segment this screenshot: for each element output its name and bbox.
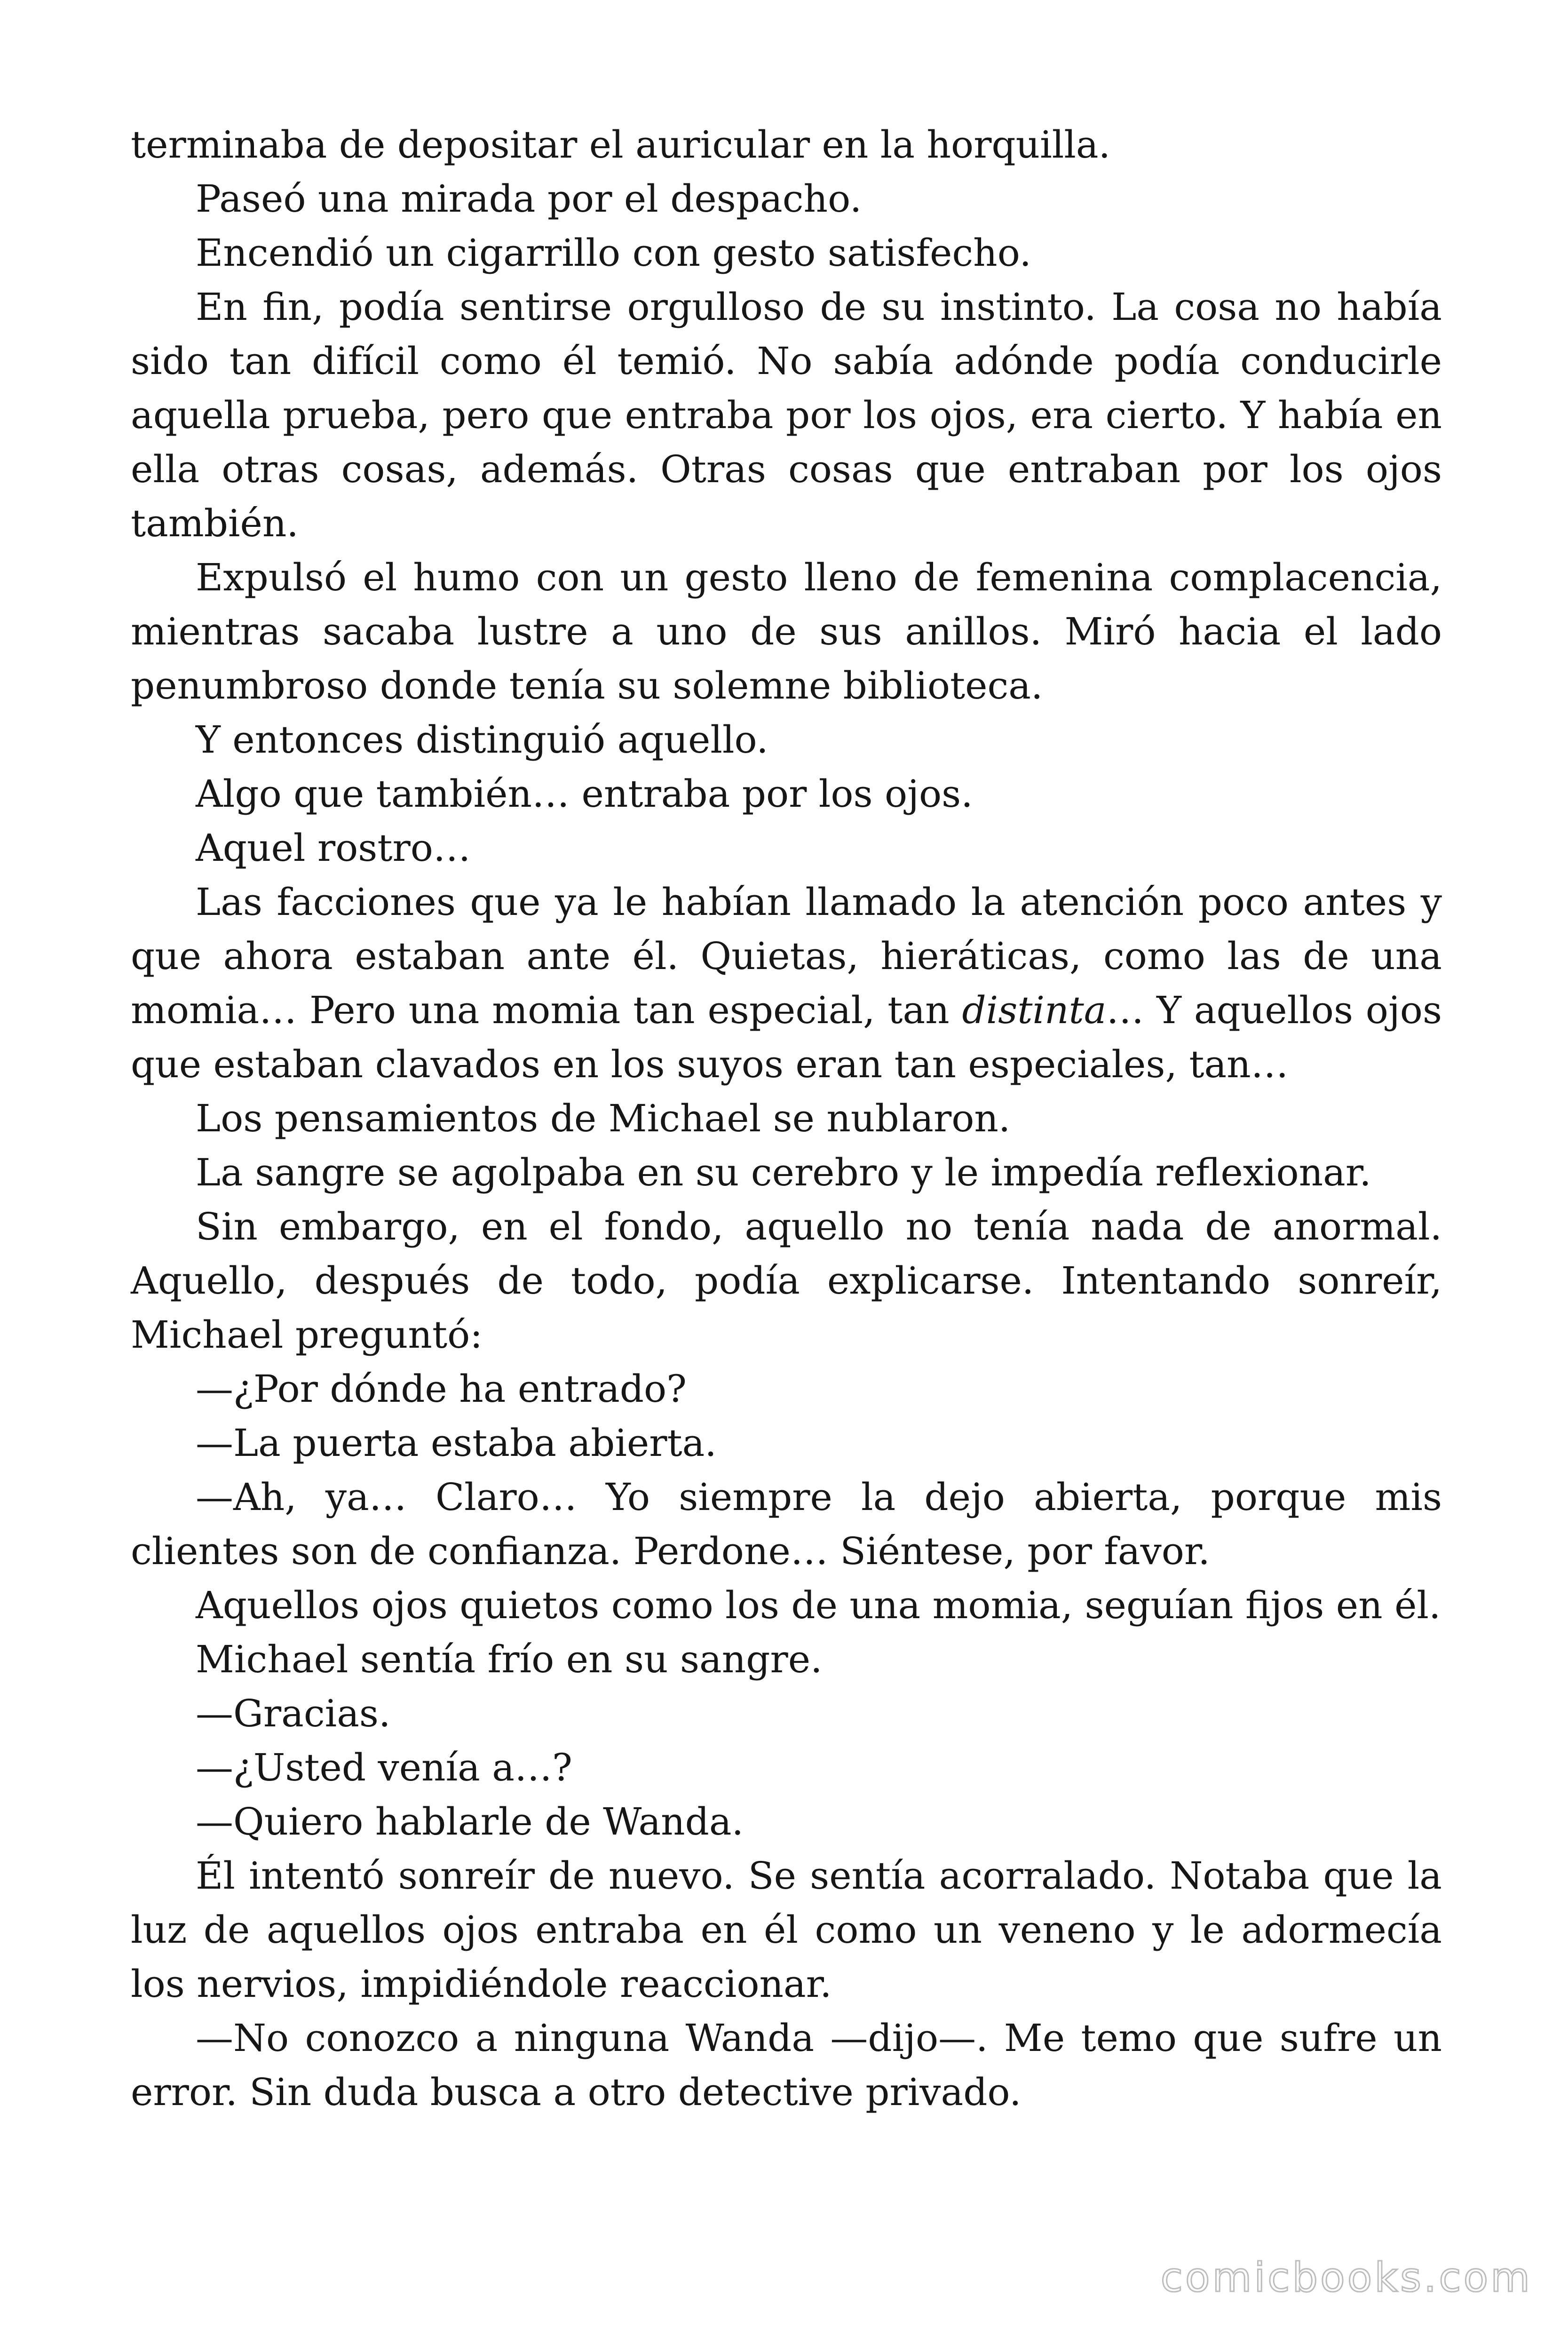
paragraph: Michael sentía frío en su sangre. xyxy=(196,1637,823,1681)
paragraph: Sin embargo, en el fondo, aquello no tenía nada de anormal. Aquello, después de todo, podía explicarse. Intentando sonreír, Michael preguntó: xyxy=(131,1205,1442,1357)
paragraph: —¿Usted venía a…? xyxy=(196,1746,572,1789)
paragraph: —Gracias. xyxy=(196,1692,391,1735)
paragraph: La sangre se agolpaba en su cerebro y le impedía reflexionar. xyxy=(196,1151,1371,1194)
paragraph: Algo que también… entraba por los ojos. xyxy=(196,772,973,816)
paragraph: Paseó una mirada por el despacho. xyxy=(196,177,862,221)
paragraph: —No conozco a ninguna Wanda —dijo—. Me temo que sufre un error. Sin duda busca a otro detective privado. xyxy=(131,2016,1442,2114)
paragraph: Aquel rostro… xyxy=(196,826,471,870)
paragraph: —Ah, ya… Claro… Yo siempre la dejo abierta, porque mis clientes son de confianza. Perdone… Siéntese, por favor. xyxy=(131,1475,1442,1573)
paragraph: Expulsó el humo con un gesto lleno de femenina complacencia, mientras sacaba lustre a uno de sus anillos. Miró hacia el lado penumbroso donde tenía su solemne biblioteca. xyxy=(131,556,1442,707)
emphasized-word: distinta xyxy=(962,988,1107,1032)
paragraph: Él intentó sonreír de nuevo. Se sentía acorralado. Notaba que la luz de aquellos ojos entraba en él como un veneno y le adormecía los nervios, impidiéndole reaccionar. xyxy=(131,1854,1442,2006)
paragraph: —Quiero hablarle de Wanda. xyxy=(196,1800,744,1843)
watermark: comicbooks.com xyxy=(1160,2254,1532,2301)
paragraph: terminaba de depositar el auricular en la horquilla. xyxy=(131,123,1111,167)
paragraph: Aquellos ojos quietos como los de una momia, seguían fijos en él. xyxy=(196,1583,1441,1627)
body-text xyxy=(131,118,1442,2119)
paragraph: En fin, podía sentirse orgulloso de su instinto. La cosa no había sido tan difícil como él temió. No sabía adónde podía conducirle aquella prueba, pero que entraba por los ojos, era cierto. Y había en ella otras cosas, además. Otras cosas que entraban por los ojos también. xyxy=(131,285,1442,545)
paragraph: Los pensamientos de Michael se nublaron. xyxy=(196,1097,1011,1140)
paragraph-text: … Y aquellos ojos que estaban clavados en los suyos eran tan especiales, tan… xyxy=(131,988,1442,1086)
paragraph-text: Las facciones que ya le habían llamado la atención poco antes y que ahora estaban ante él. Quietas, hieráticas, como las de una momia… Pero una momia tan especial, tan xyxy=(131,880,1442,1032)
paragraph: Encendió un cigarrillo con gesto satisfecho. xyxy=(196,231,1031,275)
paragraph: —La puerta estaba abierta. xyxy=(196,1421,717,1465)
paragraph xyxy=(131,875,1442,1091)
paragraph: —¿Por dónde ha entrado? xyxy=(196,1367,687,1411)
paragraph: Y entonces distinguió aquello. xyxy=(196,718,768,762)
